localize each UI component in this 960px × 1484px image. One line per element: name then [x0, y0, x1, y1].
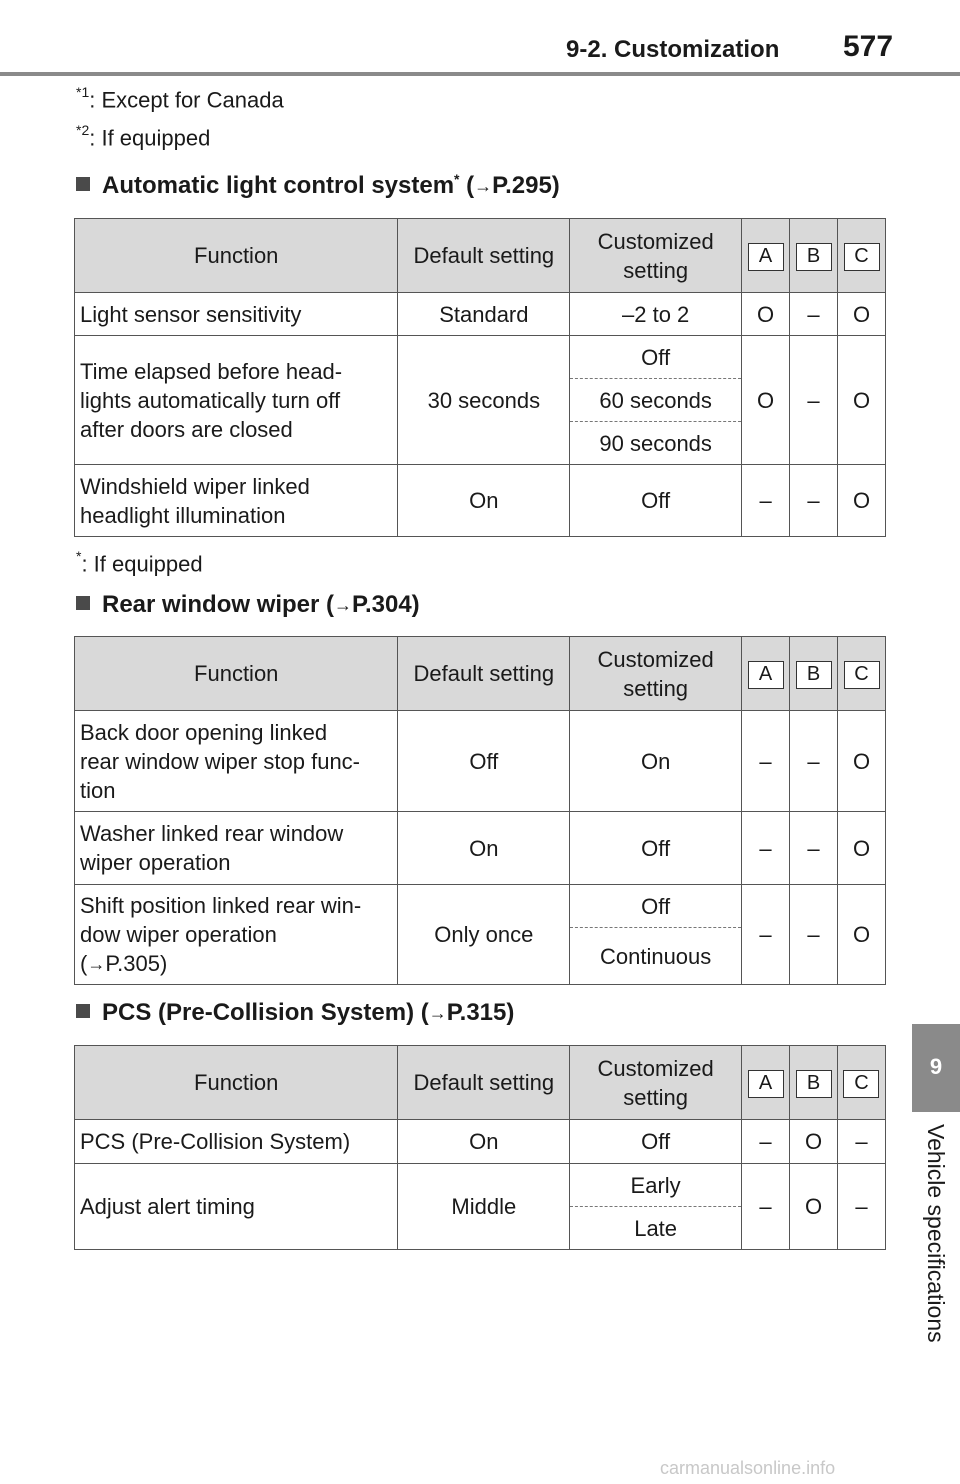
cell-function: Adjust alert timing [75, 1164, 398, 1250]
table-footnote [76, 550, 203, 577]
cell-a: O [742, 336, 790, 465]
heading-text: Rear window wiper [102, 591, 320, 618]
footnote-1 [76, 86, 284, 113]
cell-a: – [742, 711, 790, 812]
watermark: carmanualsonline.info [660, 1458, 836, 1478]
col-b [790, 1046, 838, 1120]
cell-custom: Off [570, 812, 742, 885]
table-row [75, 885, 886, 928]
cell-c: O [838, 812, 886, 885]
cell-b: – [790, 465, 838, 537]
cell-line: rear window wiper stop func- [80, 748, 361, 774]
cell-custom: Off [570, 885, 742, 928]
cell-function: PCS (Pre-Collision System) [75, 1120, 398, 1164]
cell-a: O [742, 293, 790, 336]
section-heading-alc: Automatic light control system* (→P.295) [76, 171, 560, 200]
cell-b: – [790, 336, 838, 465]
col-c [838, 219, 886, 293]
cell-c: O [838, 465, 886, 537]
footnote-mark: *2 [76, 122, 90, 138]
section-title: 9-2. Customization [566, 36, 780, 63]
cell-default: Standard [398, 293, 570, 336]
cell-c: O [838, 885, 886, 985]
cell-default: On [398, 812, 570, 885]
cell-function [75, 336, 398, 465]
chapter-label: Vehicle specifications [923, 1124, 949, 1343]
cell-line: tion [80, 777, 116, 803]
label-c: C [843, 1070, 879, 1098]
col-a [742, 219, 790, 293]
cell-function: Light sensor sensitivity [75, 293, 398, 336]
col-a [742, 1046, 790, 1120]
cell-line: headlight illumination [80, 502, 286, 528]
col-customized-line1: Customized [597, 646, 714, 672]
cell-custom: Continuous [570, 928, 742, 985]
cell-line: Time elapsed before head- [80, 358, 343, 384]
cell-c: – [837, 1120, 885, 1164]
cell-b: – [790, 293, 838, 336]
cell-a: – [742, 885, 790, 985]
footnote-2 [76, 124, 210, 151]
table-header-row [75, 637, 886, 711]
col-a [742, 637, 790, 711]
cell-custom: Off [570, 336, 742, 379]
cell-c: O [838, 711, 886, 812]
pcs-table [74, 1045, 886, 1250]
cell-default: Middle [398, 1164, 570, 1250]
cell-function [75, 465, 398, 537]
cell-default: Off [398, 711, 570, 812]
cell-line: lights automatically turn off [80, 387, 341, 413]
cell-line: wiper operation [80, 850, 231, 875]
cell-line: Windshield wiper linked [80, 473, 310, 499]
page-number: 577 [843, 30, 894, 63]
label-a: A [748, 243, 784, 271]
page-reference-link[interactable]: P.304 [352, 591, 412, 618]
cell-line: Back door opening linked [80, 719, 328, 745]
section-heading-rww: Rear window wiper (→P.304) [76, 591, 420, 619]
cell-b: – [790, 812, 838, 885]
heading-mark: * [454, 171, 460, 187]
rww-table [74, 636, 886, 985]
bullet-square-icon [76, 596, 90, 610]
cell-line: after doors are closed [80, 416, 293, 442]
cell-c: O [838, 293, 886, 336]
header-rule [0, 72, 960, 76]
table-row [75, 1164, 886, 1207]
page-header [0, 0, 960, 76]
cell-b: O [790, 1120, 838, 1164]
cell-function [75, 812, 398, 885]
cell-custom: 90 seconds [570, 422, 742, 465]
cell-custom: –2 to 2 [570, 293, 742, 336]
section-heading-pcs: PCS (Pre-Collision System) (→P.315) [76, 999, 514, 1027]
col-default: Default setting [398, 637, 570, 711]
arrow-right-icon: → [334, 595, 353, 615]
footnote-text: : Except for Canada [89, 87, 284, 113]
heading-text: Automatic light control system [102, 172, 455, 199]
cell-a: – [742, 1120, 790, 1164]
cell-custom: Late [570, 1207, 742, 1250]
col-function: Function [75, 219, 398, 293]
cell-a: – [742, 1164, 790, 1250]
alc-table [74, 218, 886, 537]
col-customized [570, 1046, 742, 1120]
footnote-text: : If equipped [81, 551, 203, 577]
col-function: Function [75, 637, 398, 711]
col-customized-line2: setting [623, 257, 689, 283]
cell-function [75, 711, 398, 812]
table-row [75, 1120, 886, 1164]
cell-default: 30 seconds [398, 336, 570, 465]
label-b: B [796, 243, 832, 271]
arrow-right-icon: → [87, 953, 106, 974]
arrow-right-icon: → [474, 176, 493, 196]
table-row [75, 465, 886, 537]
page-reference-link[interactable]: P.305 [105, 950, 160, 976]
chapter-number: 9 [929, 1054, 943, 1079]
col-customized-line1: Customized [597, 1055, 714, 1081]
cell-line: Washer linked rear window [80, 821, 344, 846]
label-b: B [796, 661, 832, 689]
cell-c: – [837, 1164, 885, 1250]
footnote-mark: * [76, 548, 82, 564]
col-customized-line1: Customized [597, 228, 714, 254]
table-row [75, 293, 886, 336]
col-customized-line2: setting [623, 1084, 689, 1110]
bullet-square-icon [76, 1004, 90, 1018]
table-header-row [75, 219, 886, 293]
col-c [837, 1046, 885, 1120]
col-customized-line2: setting [623, 675, 689, 701]
label-a: A [748, 1070, 784, 1098]
cell-b: – [790, 885, 838, 985]
col-customized [570, 637, 742, 711]
table-row [75, 812, 886, 885]
cell-custom: Off [570, 1120, 742, 1164]
cell-custom: 60 seconds [570, 379, 742, 422]
label-b: B [796, 1070, 832, 1098]
col-default: Default setting [398, 1046, 570, 1120]
cell-line: Shift position linked rear win- [80, 892, 362, 918]
cell-custom: Off [570, 465, 742, 537]
cell-b: O [790, 1164, 838, 1250]
col-function: Function [75, 1046, 398, 1120]
col-customized [570, 219, 742, 293]
table-row [75, 336, 886, 379]
col-default: Default setting [398, 219, 570, 293]
footnote-mark: *1 [76, 84, 90, 100]
cell-line: dow wiper operation [80, 921, 277, 947]
col-b [790, 219, 838, 293]
cell-default: Only once [398, 885, 570, 985]
chapter-tab[interactable] [912, 1024, 960, 1112]
heading-text: PCS (Pre-Collision System) [102, 999, 415, 1026]
page-reference-link[interactable]: P.315 [446, 999, 507, 1026]
cell-a: – [742, 465, 790, 537]
arrow-right-icon: → [428, 1003, 447, 1023]
table-header-row [75, 1046, 886, 1120]
table-row [75, 711, 886, 812]
label-a: A [748, 661, 784, 689]
page-reference-link[interactable]: P.295 [492, 172, 552, 199]
label-c: C [844, 661, 880, 689]
cell-b: – [790, 711, 838, 812]
cell-a: – [742, 812, 790, 885]
cell-c: O [838, 336, 886, 465]
label-c: C [844, 243, 880, 271]
cell-custom: Early [570, 1164, 742, 1207]
bullet-square-icon [76, 177, 90, 191]
col-b [790, 637, 838, 711]
footnote-text: : If equipped [89, 125, 211, 151]
cell-default: On [398, 1120, 570, 1164]
cell-function: Shift position linked rear win- dow wiper operation (→P.305) [75, 885, 398, 985]
cell-custom: On [570, 711, 742, 812]
cell-default: On [398, 465, 570, 537]
col-c [838, 637, 886, 711]
